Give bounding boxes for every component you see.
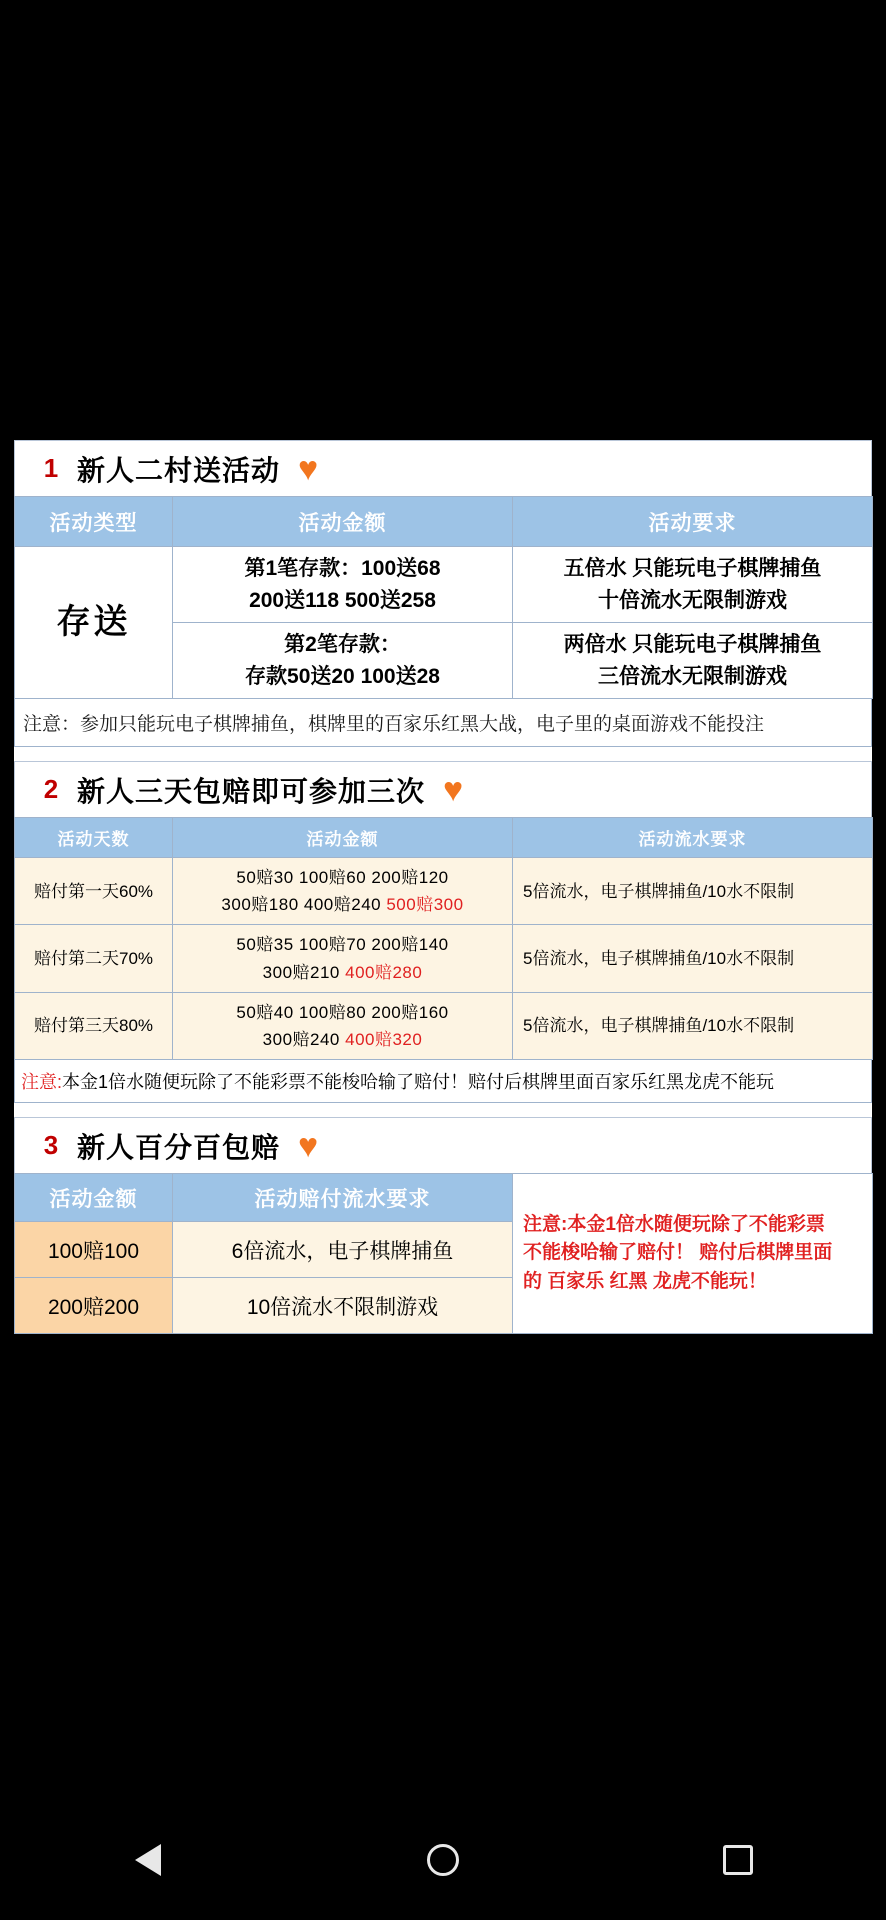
- section-3: [14, 1117, 872, 1334]
- recents-square-icon: [723, 1845, 753, 1875]
- day-cell: 赔付第三天80%: [15, 992, 173, 1059]
- column-header-type: 活动类型: [15, 497, 173, 547]
- column-header-amount: 活动金额: [15, 1174, 173, 1222]
- table-row: [15, 547, 873, 623]
- section-1-number: 1: [43, 453, 59, 483]
- table-row: [15, 858, 873, 925]
- warning-line-1: [523, 1211, 868, 1240]
- amount-line-2-normal: 300赔180 400赔240: [221, 895, 387, 915]
- column-header-amount: 活动金额: [173, 497, 513, 547]
- requirement-line-2: 三倍流水无限制游戏: [598, 664, 787, 688]
- section-2-number: 2: [43, 774, 59, 804]
- recents-button[interactable]: [683, 1805, 793, 1915]
- requirement-line-2: 十倍流水无限制游戏: [598, 588, 787, 612]
- table-row: [15, 992, 873, 1059]
- section-1-note: 注意：参加只能玩电子棋牌捕鱼，棋牌里的百家乐红黑大战，电子里的桌面游戏不能投注: [14, 699, 872, 747]
- amount-cell: [173, 623, 513, 699]
- amount-cell: [173, 992, 513, 1059]
- flow-cell: 5倍流水，电子棋牌捕鱼/10水不限制: [513, 858, 873, 925]
- amount-line-1: 50赔35 100赔70 200赔140: [236, 935, 449, 955]
- section-3-table: [14, 1173, 873, 1334]
- amount-line-2: [177, 1026, 508, 1053]
- condition-cell: 6倍流水，电子棋牌捕鱼: [173, 1222, 513, 1278]
- column-header-requirement: 活动要求: [513, 497, 873, 547]
- table-header-row: [15, 497, 873, 547]
- amount-line-2: 存款50送20 100送28: [245, 664, 440, 688]
- heart-icon: ♥: [298, 1126, 319, 1165]
- deposit-type-label: 存送: [15, 547, 173, 699]
- column-header-flow: 活动赔付流水要求: [173, 1174, 513, 1222]
- warning-tag: 注意:: [523, 1213, 568, 1235]
- amount-line-2-normal: 300赔240: [262, 1029, 346, 1049]
- table-header-row: [15, 1174, 873, 1222]
- warning-line-2: 不能梭哈输了赔付！ 赔付后棋牌里面: [523, 1242, 833, 1264]
- note-tag: 注意:: [21, 1072, 63, 1093]
- section-3-warning: [513, 1174, 873, 1334]
- amount-cell: [173, 925, 513, 992]
- section-2-table: [14, 817, 873, 1060]
- section-3-header: [14, 1117, 872, 1173]
- home-circle-icon: [427, 1844, 459, 1876]
- section-1-header: [14, 440, 872, 496]
- requirement-line-1: 两倍水 只能玩电子棋牌捕鱼: [563, 633, 822, 656]
- requirement-line-1: 五倍水 只能玩电子棋牌捕鱼: [563, 557, 822, 580]
- amount-line-2-highlight: 400赔280: [345, 962, 423, 982]
- amount-line-2: 200送118 500送258: [249, 588, 436, 612]
- note-body: 本金1倍水随便玩除了不能彩票不能梭哈输了赔付！赔付后棋牌里面百家乐红黑龙虎不能玩: [62, 1072, 775, 1093]
- amount-line-2-highlight: 500赔300: [386, 895, 464, 915]
- heart-icon: ♥: [443, 770, 464, 809]
- amount-line-2-normal: 300赔210: [262, 962, 346, 982]
- amount-line-2-highlight: 400赔320: [345, 1029, 423, 1049]
- section-1-title: 新人二村送活动: [77, 454, 281, 486]
- amount-line-2: [177, 891, 508, 918]
- table-header-row: [15, 818, 873, 858]
- section-2-note: [14, 1060, 872, 1103]
- amount-line-2: [177, 959, 508, 986]
- flow-cell: 5倍流水，电子棋牌捕鱼/10水不限制: [513, 992, 873, 1059]
- home-button[interactable]: [388, 1805, 498, 1915]
- table-row: [15, 925, 873, 992]
- column-header-amount: 活动金额: [173, 818, 513, 858]
- amount-cell: 100赔100: [15, 1222, 173, 1278]
- flow-cell: 5倍流水，电子棋牌捕鱼/10水不限制: [513, 925, 873, 992]
- amount-line-1: 50赔30 100赔60 200赔120: [236, 868, 449, 887]
- requirement-cell: [513, 547, 873, 623]
- promotion-image: [14, 440, 872, 1334]
- section-2-title: 新人三天包赔即可参加三次: [77, 775, 426, 807]
- amount-cell: 200赔200: [15, 1278, 173, 1334]
- heart-icon: ♥: [298, 449, 319, 488]
- column-header-flow: 活动流水要求: [513, 818, 873, 858]
- back-button[interactable]: [93, 1805, 203, 1915]
- amount-line-1: 第1笔存款：100送68: [244, 557, 441, 580]
- requirement-cell: [513, 623, 873, 699]
- warning-line-3: 的 百家乐 红黑 龙虎不能玩！: [523, 1270, 767, 1292]
- section-2: [14, 761, 872, 1103]
- section-3-number: 3: [43, 1130, 59, 1161]
- amount-cell: [173, 547, 513, 623]
- amount-line-1: 50赔40 100赔80 200赔160: [236, 1002, 449, 1022]
- section-2-header: [14, 761, 872, 817]
- section-1-table: [14, 496, 873, 699]
- android-navigation-bar: [0, 1800, 886, 1920]
- warning-text-1: 本金1倍水随便玩除了不能彩票: [567, 1213, 825, 1235]
- day-cell: 赔付第二天70%: [15, 925, 173, 992]
- back-triangle-icon: [135, 1844, 161, 1876]
- day-cell: 赔付第一天60%: [15, 858, 173, 925]
- condition-cell: 10倍流水不限制游戏: [173, 1278, 513, 1334]
- amount-line-1: 第2笔存款：: [284, 633, 401, 656]
- section-1: [14, 440, 872, 747]
- column-header-days: 活动天数: [15, 818, 173, 858]
- section-3-title: 新人百分百包赔: [77, 1131, 281, 1163]
- amount-cell: [173, 858, 513, 925]
